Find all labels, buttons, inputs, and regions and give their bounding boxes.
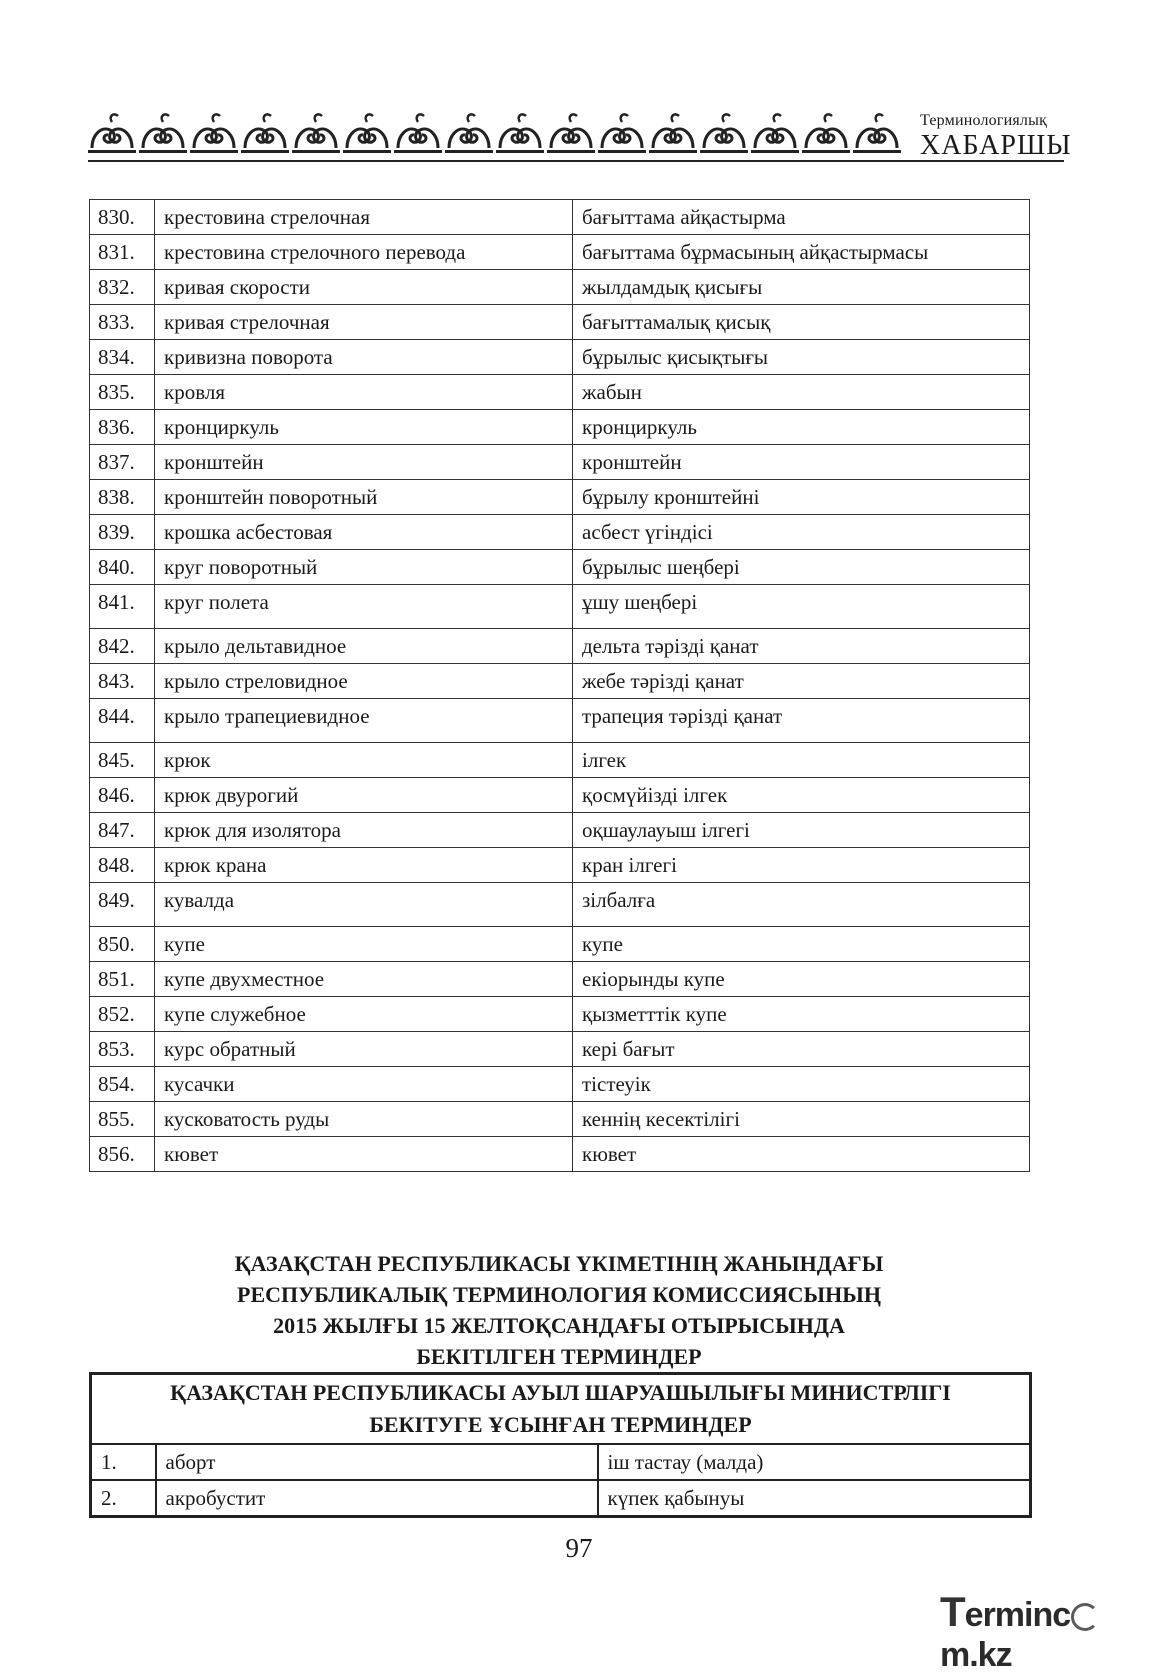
term-kazakh: кронциркуль: [573, 410, 1030, 445]
term-russian: крюк: [155, 743, 573, 778]
caption-line: БЕКІТУГЕ ҰСЫНҒАН ТЕРМИНДЕР: [369, 1412, 752, 1437]
approved-terms-heading: [89, 1248, 1029, 1372]
term-number: 856.: [90, 1137, 155, 1172]
term-number: 831.: [90, 235, 155, 270]
table-row: [91, 1480, 1031, 1517]
term-number: 839.: [90, 515, 155, 550]
table-row: [90, 813, 1030, 848]
term-number: 834.: [90, 340, 155, 375]
term-number: 842.: [90, 629, 155, 664]
term-kazakh: ілгек: [573, 743, 1030, 778]
term-russian: кровля: [155, 375, 573, 410]
term-number: 847.: [90, 813, 155, 848]
term-russian: крюк для изолятора: [155, 813, 573, 848]
term-russian: кувалда: [155, 883, 573, 927]
term-number: 845.: [90, 743, 155, 778]
table-row: [90, 699, 1030, 743]
term-kazakh: жылдамдық қисығы: [573, 270, 1030, 305]
term-number: 836.: [90, 410, 155, 445]
term-number: 843.: [90, 664, 155, 699]
table-row: [90, 270, 1030, 305]
term-number: 832.: [90, 270, 155, 305]
term-russian: кювет: [155, 1137, 573, 1172]
ornament-border-icon: [88, 108, 908, 162]
term-kazakh: қосмүйізді ілгек: [573, 778, 1030, 813]
table-row: [90, 480, 1030, 515]
term-russian: кронштейн поворотный: [155, 480, 573, 515]
term-russian: купе: [155, 927, 573, 962]
term-kazakh: кювет: [573, 1137, 1030, 1172]
term-russian: круг поворотный: [155, 550, 573, 585]
header-divider: [88, 160, 1064, 162]
term-kazakh: зілбалға: [573, 883, 1030, 927]
terms-table: [89, 199, 1030, 1172]
term-kazakh: іш тастау (малда): [598, 1444, 1031, 1480]
journal-title-big: ХАБАРШЫ: [920, 130, 1072, 161]
term-russian: кривая стрелочная: [155, 305, 573, 340]
term-kazakh: бұрылу кронштейні: [573, 480, 1030, 515]
term-number: 851.: [90, 962, 155, 997]
swoosh-icon: [1071, 1603, 1099, 1631]
term-russian: аборт: [156, 1444, 598, 1480]
term-number: 833.: [90, 305, 155, 340]
table-row: [90, 962, 1030, 997]
watermark-last: m.kz: [940, 1636, 1012, 1674]
watermark-mid: erminc: [964, 1596, 1071, 1634]
term-russian: крыло дельтавидное: [155, 629, 573, 664]
term-russian: крошка асбестовая: [155, 515, 573, 550]
ministry-terms-table: [89, 1372, 1032, 1518]
term-russian: кривая скорости: [155, 270, 573, 305]
term-number: 840.: [90, 550, 155, 585]
term-russian: курс обратный: [155, 1032, 573, 1067]
term-kazakh: күпек қабынуы: [598, 1480, 1031, 1517]
term-kazakh: трапеция тәрізді қанат: [573, 699, 1030, 743]
term-russian: крыло трапециевидное: [155, 699, 573, 743]
term-kazakh: кері бағыт: [573, 1032, 1030, 1067]
table-row: [90, 375, 1030, 410]
termincom-watermark-logo: [940, 1588, 1158, 1675]
term-kazakh: жебе тәрізді қанат: [573, 664, 1030, 699]
heading-line: ҚАЗАҚСТАН РЕСПУБЛИКАСЫ ҮКІМЕТІНІҢ ЖАНЫНДАҒЫ: [234, 1251, 884, 1276]
table-row: [90, 585, 1030, 629]
term-kazakh: тістеуік: [573, 1067, 1030, 1102]
term-kazakh: оқшаулауыш ілгегі: [573, 813, 1030, 848]
table-row: [90, 997, 1030, 1032]
table-row: [90, 410, 1030, 445]
term-russian: крыло стреловидное: [155, 664, 573, 699]
term-kazakh: купе: [573, 927, 1030, 962]
term-number: 838.: [90, 480, 155, 515]
term-kazakh: бағыттама айқастырма: [573, 200, 1030, 235]
term-number: 846.: [90, 778, 155, 813]
table-row: [90, 1032, 1030, 1067]
term-number: 837.: [90, 445, 155, 480]
term-russian: акробустит: [156, 1480, 598, 1517]
term-number: 853.: [90, 1032, 155, 1067]
term-russian: крюк крана: [155, 848, 573, 883]
table-row: [90, 515, 1030, 550]
table-row: [90, 340, 1030, 375]
table-row: [90, 235, 1030, 270]
term-kazakh: бұрылыс шеңбері: [573, 550, 1030, 585]
term-kazakh: кран ілгегі: [573, 848, 1030, 883]
watermark-first: T: [940, 1588, 965, 1635]
term-number: 854.: [90, 1067, 155, 1102]
term-number: 830.: [90, 200, 155, 235]
term-russian: крестовина стрелочного перевода: [155, 235, 573, 270]
term-kazakh: асбест үгіндісі: [573, 515, 1030, 550]
page-number: 97: [565, 1533, 593, 1563]
term-russian: кусковатость руды: [155, 1102, 573, 1137]
term-russian: круг полета: [155, 585, 573, 629]
term-kazakh: жабын: [573, 375, 1030, 410]
table-row: [90, 200, 1030, 235]
term-kazakh: ұшу шеңбері: [573, 585, 1030, 629]
caption-line: ҚАЗАҚСТАН РЕСПУБЛИКАСЫ АУЫЛ ШАРУАШЫЛЫҒЫ МИНИСТРЛІГІ: [170, 1380, 951, 1405]
term-russian: кронштейн: [155, 445, 573, 480]
table-row: [90, 1102, 1030, 1137]
term-kazakh: дельта тәрізді қанат: [573, 629, 1030, 664]
table-row: [90, 445, 1030, 480]
table-row: [90, 743, 1030, 778]
term-kazakh: бұрылыс қисықтығы: [573, 340, 1030, 375]
term-kazakh: бағыттамалық қисық: [573, 305, 1030, 340]
table-row: [90, 883, 1030, 927]
table-row: [90, 664, 1030, 699]
table-row: [90, 1067, 1030, 1102]
term-russian: кронциркуль: [155, 410, 573, 445]
term-number: 835.: [90, 375, 155, 410]
term-number: 855.: [90, 1102, 155, 1137]
term-russian: кусачки: [155, 1067, 573, 1102]
table-row: [90, 550, 1030, 585]
table-row: [91, 1444, 1031, 1480]
journal-title-small: Терминологиялық: [920, 112, 1048, 129]
term-russian: крестовина стрелочная: [155, 200, 573, 235]
term-russian: кривизна поворота: [155, 340, 573, 375]
term-number: 844.: [90, 699, 155, 743]
term-number: 2.: [91, 1480, 156, 1517]
table-row: [90, 629, 1030, 664]
term-russian: купе двухместное: [155, 962, 573, 997]
term-kazakh: кеннің кесектілігі: [573, 1102, 1030, 1137]
ministry-caption: [91, 1374, 1031, 1445]
table-row: [90, 1137, 1030, 1172]
heading-line: 2015 ЖЫЛҒЫ 15 ЖЕЛТОҚСАНДАҒЫ ОТЫРЫСЫНДА: [273, 1313, 845, 1338]
term-number: 849.: [90, 883, 155, 927]
term-kazakh: қызметттік купе: [573, 997, 1030, 1032]
term-number: 850.: [90, 927, 155, 962]
term-number: 841.: [90, 585, 155, 629]
term-number: 852.: [90, 997, 155, 1032]
term-russian: крюк двурогий: [155, 778, 573, 813]
term-kazakh: кронштейн: [573, 445, 1030, 480]
table-row: [90, 305, 1030, 340]
term-number: 848.: [90, 848, 155, 883]
term-number: 1.: [91, 1444, 156, 1480]
table-row: [90, 927, 1030, 962]
heading-line: РЕСПУБЛИКАЛЫҚ ТЕРМИНОЛОГИЯ КОМИССИЯСЫНЫҢ: [237, 1282, 881, 1307]
term-kazakh: бағыттама бұрмасының айқастырмасы: [573, 235, 1030, 270]
table-row: [90, 848, 1030, 883]
journal-header: [88, 106, 1072, 164]
ministry-caption-row: [91, 1374, 1031, 1445]
table-row: [90, 778, 1030, 813]
term-kazakh: екіорынды купе: [573, 962, 1030, 997]
term-russian: купе служебное: [155, 997, 573, 1032]
heading-line: БЕКІТІЛГЕН ТЕРМИНДЕР: [416, 1344, 702, 1369]
